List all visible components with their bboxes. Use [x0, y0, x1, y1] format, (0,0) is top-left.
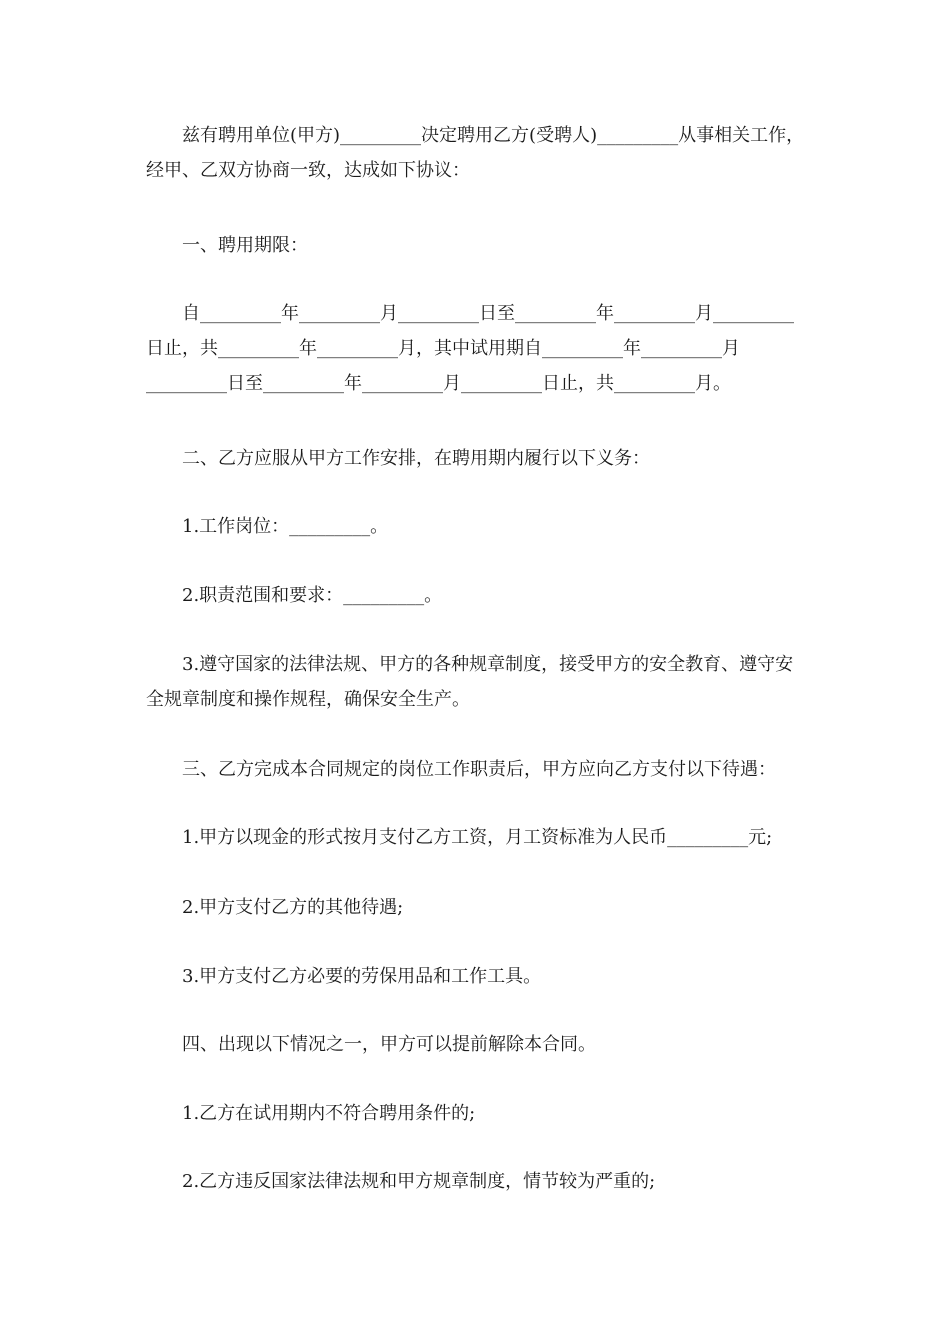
section-2-heading: 二、乙方应服从甲方工作安排，在聘用期内履行以下义务：: [146, 448, 650, 469]
section-1-body: 自_________年_________月_________日至_________年_________月_________日止，共_________年_________月，其中试用期自_________年_________月_________日至_________年_________月_________日止，共_________月。: [146, 303, 794, 394]
section-3-heading: 三、乙方完成本合同规定的岗位工作职责后，甲方应向乙方支付以下待遇：: [146, 759, 776, 780]
section-2-item-3: 3.遵守国家的法律法规、甲方的各种规章制度，接受甲方的安全教育、遵守安全规章制度和操作规程，确保安全生产。: [146, 654, 794, 710]
section-3-item-1: 1.甲方以现金的形式按月支付乙方工资，月工资标准为人民币_________元;: [146, 827, 773, 848]
intro-paragraph: 兹有聘用单位(甲方)_________决定聘用乙方(受聘人)_________从事相关工作，经甲、乙双方协商一致，达成如下协议：: [146, 125, 805, 181]
section-3-item-2: 2.甲方支付乙方的其他待遇;: [146, 897, 404, 918]
section-4-item-1: 1.乙方在试用期内不符合聘用条件的;: [146, 1103, 476, 1124]
section-2-item-2: 2.职责范围和要求：_________。: [146, 585, 443, 606]
section-4-item-2: 2.乙方违反国家法律法规和甲方规章制度，情节较为严重的;: [146, 1171, 656, 1192]
section-3-item-3: 3.甲方支付乙方必要的劳保用品和工作工具。: [146, 966, 542, 987]
section-1-heading: 一、聘用期限：: [146, 235, 308, 256]
section-2-item-1: 1.工作岗位：_________。: [146, 516, 389, 537]
section-4-heading: 四、出现以下情况之一，甲方可以提前解除本合同。: [146, 1034, 596, 1055]
